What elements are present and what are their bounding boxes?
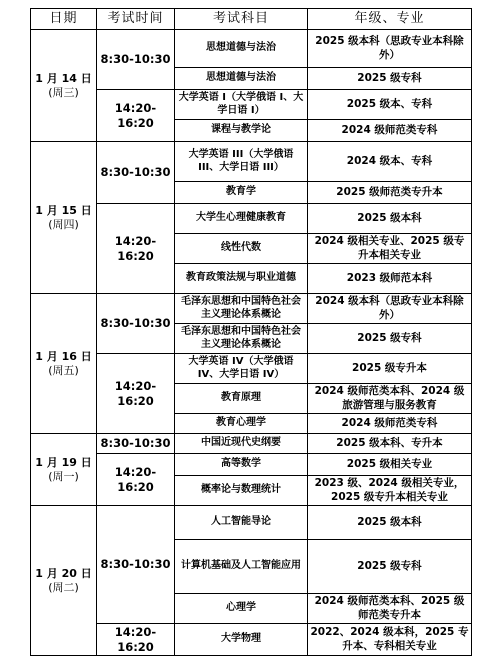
grade-cell: 2022、2024 级本科，2025 专升本、专科相关专业 [308,624,472,656]
grade-cell: 2023 级、2024 级相关专业，2025 级专升本相关专业 [308,476,472,506]
header-date: 日期 [31,9,97,30]
subject-cell: 概率论与数理统计 [175,476,308,506]
date-cell [31,434,97,506]
date-day: 1 月 15 日 [35,203,92,217]
header-time: 考试时间 [97,9,175,30]
table-row [31,142,472,182]
date-weekday: (周一) [48,469,79,483]
subject-cell: 大学物理 [175,624,308,656]
table-row [31,506,472,540]
table-row [31,294,472,324]
date-cell [31,506,97,656]
header-subject: 考试科目 [175,9,308,30]
grade-cell: 2024 级本科（思政专业本科除外） [308,294,472,324]
header-row [31,9,472,30]
subject-cell: 高等数学 [175,454,308,476]
date-weekday: (周五) [48,363,79,377]
date-day: 1 月 14 日 [35,71,92,85]
subject-cell: 大学英语 IV（大学俄语 IV、大学日语 IV） [175,354,308,384]
grade-cell: 2024 级师范类专科 [308,414,472,434]
grade-cell: 2025 级本科 [308,506,472,540]
subject-cell: 中国近现代史纲要 [175,434,308,454]
grade-cell: 2024 级师范类专科 [308,120,472,142]
subject-cell: 毛泽东思想和中国特色社会主义理论体系概论 [175,294,308,324]
table-row [31,90,472,120]
grade-cell: 2025 级专科 [308,68,472,90]
grade-cell: 2025 级本科（思政专业本科除外） [308,30,472,68]
date-weekday: (周二) [48,580,79,594]
date-day: 1 月 16 日 [35,349,92,363]
subject-cell: 大学英语 I（大学俄语 I、大学日语 I） [175,90,308,120]
table-row [31,434,472,454]
table-row [31,454,472,476]
grade-cell: 2025 级本科、专升本 [308,434,472,454]
subject-cell: 教育学 [175,182,308,204]
grade-cell: 2024 级师范类本科、2025 级师范类专升本 [308,594,472,624]
time-cell: 14:20-16:20 [97,624,175,656]
date-cell [31,142,97,294]
grade-cell: 2024 级师范类本科、2024 级旅游管理与服务教育 [308,384,472,414]
date-cell [31,30,97,142]
table-row [31,30,472,68]
subject-cell: 大学生心理健康教育 [175,204,308,234]
subject-cell: 课程与教学论 [175,120,308,142]
date-weekday: (周三) [48,85,79,99]
time-cell: 8:30-10:30 [97,142,175,204]
grade-cell: 2025 级相关专业 [308,454,472,476]
date-cell [31,294,97,434]
grade-cell: 2025 级师范类专升本 [308,182,472,204]
subject-cell: 教育原理 [175,384,308,414]
table-row [31,624,472,656]
time-cell: 8:30-10:30 [97,506,175,624]
grade-cell: 2025 级专升本 [308,354,472,384]
subject-cell: 思想道德与法治 [175,30,308,68]
subject-cell: 教育心理学 [175,414,308,434]
time-cell: 14:20-16:20 [97,354,175,434]
subject-cell: 毛泽东思想和中国特色社会主义理论体系概论 [175,324,308,354]
subject-cell: 心理学 [175,594,308,624]
grade-cell: 2025 级专科 [308,324,472,354]
subject-cell: 大学英语 III（大学俄语 III、大学日语 III） [175,142,308,182]
subject-cell: 思想道德与法治 [175,68,308,90]
subject-cell: 线性代数 [175,234,308,264]
time-cell: 14:20-16:20 [97,90,175,142]
grade-cell: 2024 级相关专业、2025 级专升本相关专业 [308,234,472,264]
time-cell: 14:20-16:20 [97,454,175,506]
time-cell: 8:30-10:30 [97,30,175,90]
time-cell: 8:30-10:30 [97,294,175,354]
subject-cell: 计算机基础及人工智能应用 [175,540,308,594]
date-day: 1 月 20 日 [35,566,92,580]
subject-cell: 教育政策法规与职业道德 [175,264,308,294]
table-row [31,354,472,384]
grade-cell: 2023 级师范本科 [308,264,472,294]
date-weekday: (周四) [48,217,79,231]
table-row [31,204,472,234]
subject-cell: 人工智能导论 [175,506,308,540]
grade-cell: 2024 级本、专科 [308,142,472,182]
grade-cell: 2025 级本、专科 [308,90,472,120]
time-cell: 8:30-10:30 [97,434,175,454]
grade-cell: 2025 级专科 [308,540,472,594]
exam-schedule-table [30,8,472,656]
header-grade: 年级、专业 [308,9,472,30]
grade-cell: 2025 级本科 [308,204,472,234]
time-cell: 14:20-16:20 [97,204,175,294]
date-day: 1 月 19 日 [35,455,92,469]
